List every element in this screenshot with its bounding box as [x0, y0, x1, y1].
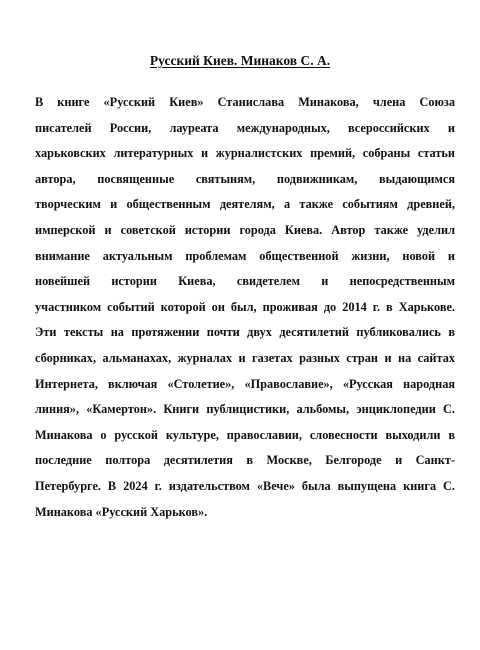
paragraph-line: Минакова «Русский Харьков». — [35, 504, 208, 519]
paragraph-line: последние полтора десятилетия в Москве, Белгороде и Санкт- — [35, 453, 455, 468]
body-paragraph — [35, 90, 455, 525]
paragraph-line: Минакова о русской культуре, православии, словесности выходили в — [35, 427, 455, 442]
paragraph-line: Петербурге. В 2024 г. издательством «Вече» была выпущена книга С. — [35, 478, 455, 493]
paragraph-line: творческим и общественным деятелям, а также событиям древней, — [35, 197, 455, 212]
paragraph-line: имперской и советской истории города Киева. Автор также уделил — [35, 222, 455, 237]
paragraph-line: участником событий которой он был, проживая до 2014 г. в Харькове. — [35, 299, 455, 314]
paragraph-line: писателей России, лауреата международных, всероссийских и — [35, 120, 455, 135]
paragraph-line: Интернета, включая «Столетие», «Православие», «Русская народная — [35, 376, 455, 391]
paragraph-line: внимание актуальным проблемам общественной жизни, новой и — [35, 248, 455, 263]
paragraph-line: автора, посвященные святыням, подвижникам, выдающимся — [35, 171, 455, 186]
paragraph-line: Эти тексты на протяжении почти двух десятилетий публиковались в — [35, 325, 455, 340]
paragraph-line: харьковских литературных и журналистских премий, собраны статьи — [35, 146, 455, 161]
paragraph-line: линия», «Камертон». Книги публицистики, альбомы, энциклопедии С. — [35, 402, 455, 417]
paragraph-line: В книге «Русский Киев» Станислава Минакова, члена Союза — [35, 95, 455, 109]
page-title: Русский Киев. Минаков С. А. — [149, 53, 331, 68]
paragraph-line: новейшей истории Киева, свидетелем и непосредственным — [35, 274, 455, 289]
paragraph-line: сборниках, альманахах, журналах и газетах разных стран и на сайтах — [35, 350, 455, 365]
